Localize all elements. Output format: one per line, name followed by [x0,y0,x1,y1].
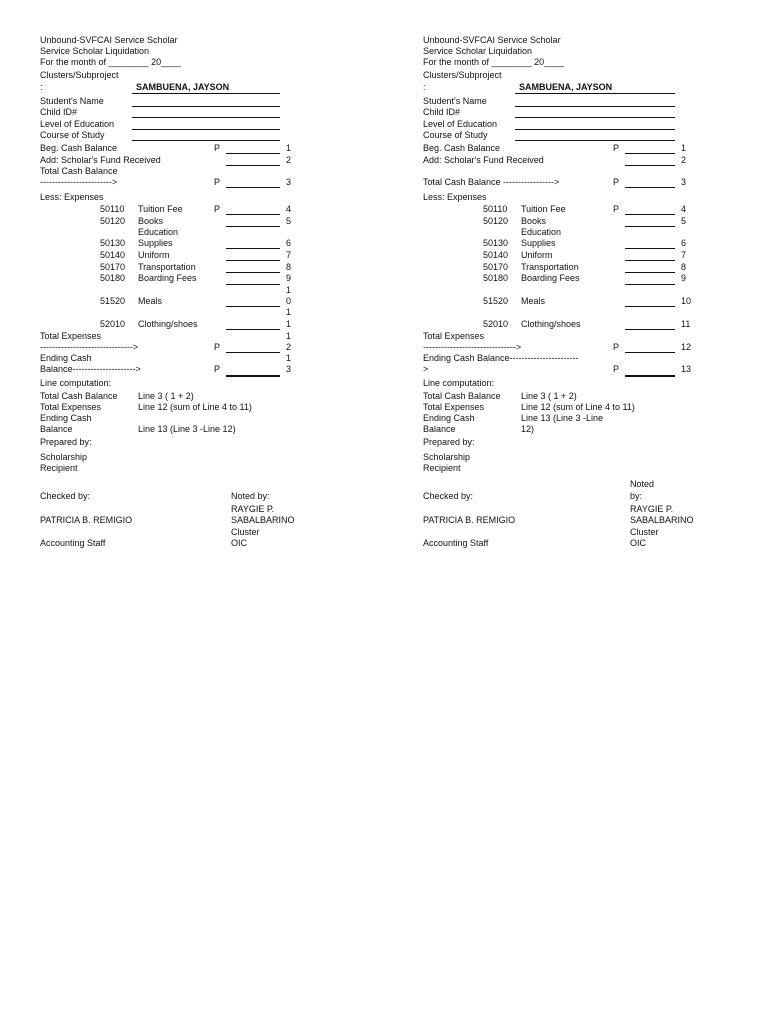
books-field[interactable] [226,226,280,227]
noted-by-label: Noted by: [231,491,270,501]
line-number: 3 [286,177,292,187]
supplies-field[interactable] [625,248,675,249]
expense-code: 50130 [483,238,509,248]
form-subtitle: Service Scholar Liquidation [423,46,533,56]
total-cash-arrow: ------------------------> [40,177,118,187]
line-number: 3 [681,177,687,187]
expense-code: 51520 [100,296,126,306]
peso-sign: P [613,364,620,374]
student-name-field[interactable] [515,106,675,107]
expense-code: 50140 [100,250,126,260]
comp-key: Total Expenses [40,402,102,412]
scholar-name: SAMBUENA, JAYSON [136,82,230,92]
uniform-field[interactable] [226,260,280,261]
line-number: 5 [681,216,687,226]
line-number: 1 [286,353,292,363]
less-expenses-label: Less: Expenses [423,192,487,202]
course-field[interactable] [132,140,280,141]
line-number: 2 [286,342,292,352]
comp-value: Line 3 ( 1 + 2) [138,391,194,401]
line-number: 1 [681,143,687,153]
liquidation-form-right [423,0,723,560]
peso-sign: P [613,143,620,153]
level-label: Level of Education [40,119,115,129]
name-underline [132,93,280,94]
total-expenses-field[interactable] [625,352,675,353]
expense-code: 50110 [483,204,508,214]
clusters-label: Clusters/Subproject [423,70,502,80]
beg-cash-label: Beg. Cash Balance [40,143,118,153]
noted-by-label-cont: by: [630,491,643,501]
line-number: 1 [286,307,292,317]
tuition-field[interactable] [625,214,675,215]
noted-by-title: Cluster [630,527,659,537]
comp-value: Line 12 (sum of Line 4 to 11) [521,402,635,412]
noted-by-name-cont: SABALBARINO [231,515,295,525]
ending-cash-label: Ending Cash Balance----------------------- [423,353,579,363]
expense-code: 50180 [483,273,509,283]
line-number: 5 [286,216,292,226]
total-cash-label: Total Cash Balance -----------------> [423,177,560,187]
expense-name: Books [138,216,164,226]
checked-by-label: Checked by: [40,491,91,501]
child-id-label: Child ID# [40,107,78,117]
total-cash-field[interactable] [625,187,675,188]
student-name-label: Student's Name [423,96,487,106]
line-number: 1 [286,319,292,329]
liquidation-form-left [40,0,340,560]
expense-name: Clothing/shoes [521,319,581,329]
line-number: 13 [681,364,692,374]
form-org-title: Unbound-SVFCAI Service Scholar [40,35,178,45]
line-number: 10 [681,296,692,306]
comp-value: Line 13 (Line 3 -Line 12) [138,424,236,434]
ending-cash-arrow: > [423,364,429,374]
noted-by-name-cont: SABALBARINO [630,515,694,525]
line-number: 7 [681,250,687,260]
expense-name: Transportation [521,262,579,272]
expense-name: Clothing/shoes [138,319,198,329]
expense-code: 52010 [100,319,126,329]
line-number: 3 [286,364,292,374]
expense-code: 50170 [483,262,509,272]
ending-cash-field[interactable] [226,375,280,377]
line-computation-heading: Line computation: [40,378,112,388]
checker-title: Accounting Staff [40,538,106,548]
peso-sign: P [214,364,221,374]
ending-cash-label: Ending Cash [40,353,92,363]
name-underline [515,93,675,94]
expense-code: 50120 [100,216,126,226]
month-label: For the month of ________ 20____ [423,57,565,67]
line-number: 1 [286,143,292,153]
expense-name: Uniform [138,250,170,260]
expense-name: Books [521,216,547,226]
clothing-field[interactable] [226,329,280,330]
meals-field[interactable] [226,306,280,307]
comp-key: Ending Cash [40,413,92,423]
noted-by-title: Cluster [231,527,260,537]
total-cash-field[interactable] [226,187,280,188]
fund-received-field[interactable] [226,165,280,166]
line-number: 1 [286,285,292,295]
expense-name: Meals [521,296,546,306]
transportation-field[interactable] [625,272,675,273]
meals-field[interactable] [625,306,675,307]
expense-name: Transportation [138,262,196,272]
expense-name: Tuition Fee [138,204,183,214]
total-expenses-arrow: -------------------------------> [423,342,522,352]
noted-by-name: RAYGIE P. [630,504,674,514]
expense-name: Uniform [521,250,553,260]
prepared-by-label: Prepared by: [40,437,92,447]
line-number: 4 [681,204,687,214]
comp-value: Line 12 (sum of Line 4 to 11) [138,402,252,412]
transportation-field[interactable] [226,272,280,273]
expense-code: 50170 [100,262,126,272]
recipient-label-cont: Recipient [423,463,461,473]
peso-sign: P [613,342,620,352]
expense-name: Meals [138,296,163,306]
line-number: 8 [681,262,687,272]
peso-sign: P [214,177,221,187]
expense-code: 52010 [483,319,509,329]
course-label: Course of Study [423,130,488,140]
comp-key: Ending Cash [423,413,475,423]
level-field[interactable] [515,129,675,130]
line-computation-heading: Line computation: [423,378,495,388]
peso-sign: P [214,143,221,153]
total-expenses-label: Total Expenses [423,331,485,341]
line-number: 12 [681,342,692,352]
beg-cash-field[interactable] [625,153,675,154]
prepared-by-label: Prepared by: [423,437,475,447]
noted-by-title-cont: OIC [630,538,647,548]
line-number: 6 [286,238,292,248]
comp-value-cont: 12) [521,424,535,434]
line-number: 2 [681,155,687,165]
books-field[interactable] [625,226,675,227]
comp-key: Total Expenses [423,402,485,412]
line-number: 9 [286,273,292,283]
line-number: 8 [286,262,292,272]
recipient-label: Scholarship [40,452,88,462]
line-number: 7 [286,250,292,260]
line-number: 1 [286,331,292,341]
clusters-colon: : [423,82,426,92]
expense-code: 50110 [100,204,125,214]
expense-code: 50180 [100,273,126,283]
ending-cash-field[interactable] [625,375,675,377]
form-subtitle: Service Scholar Liquidation [40,46,150,56]
expense-name: Tuition Fee [521,204,566,214]
tuition-field[interactable] [226,214,280,215]
peso-sign: P [214,342,221,352]
checker-name: PATRICIA B. REMIGIO [423,515,516,525]
checker-title: Accounting Staff [423,538,489,548]
less-expenses-label: Less: Expenses [40,192,104,202]
total-expenses-arrow: -------------------------------> [40,342,139,352]
level-field[interactable] [132,129,280,130]
noted-by-name: RAYGIE P. [231,504,275,514]
beg-cash-label: Beg. Cash Balance [423,143,501,153]
course-field[interactable] [515,140,675,141]
comp-key: Total Cash Balance [423,391,501,401]
noted-by-label: Noted [630,479,655,489]
fund-received-field[interactable] [625,165,675,166]
total-expenses-label: Total Expenses [40,331,102,341]
student-name-label: Student's Name [40,96,104,106]
expense-code: 50130 [100,238,126,248]
add-fund-label: Add: Scholar's Fund Received [40,155,161,165]
expense-name: Supplies [521,238,556,248]
expense-name-cont: Education [138,227,179,237]
level-label: Level of Education [423,119,498,129]
comp-key: Total Cash Balance [40,391,118,401]
line-number: 4 [286,204,292,214]
clusters-label: Clusters/Subproject [40,70,119,80]
noted-by-title-cont: OIC [231,538,248,548]
recipient-label-cont: Recipient [40,463,78,473]
course-label: Course of Study [40,130,105,140]
checked-by-label: Checked by: [423,491,474,501]
expense-code: 51520 [483,296,509,306]
add-fund-label: Add: Scholar's Fund Received [423,155,544,165]
expense-code: 50140 [483,250,509,260]
checker-name: PATRICIA B. REMIGIO [40,515,133,525]
line-number: 6 [681,238,687,248]
comp-value: Line 13 (Line 3 -Line [521,413,604,423]
line-number: 2 [286,155,292,165]
uniform-field[interactable] [625,260,675,261]
boarding-field[interactable] [625,284,675,285]
line-number: 11 [681,319,691,329]
beg-cash-field[interactable] [226,153,280,154]
student-name-field[interactable] [132,106,280,107]
ending-cash-arrow: Balance---------------------> [40,364,141,374]
child-id-field[interactable] [132,117,280,118]
boarding-field[interactable] [226,284,280,285]
peso-sign: P [613,177,620,187]
total-cash-label: Total Cash Balance [40,166,118,176]
clusters-colon: : [40,82,43,92]
supplies-field[interactable] [226,248,280,249]
peso-sign: P [613,204,620,214]
expense-name: Boarding Fees [521,273,580,283]
form-org-title: Unbound-SVFCAI Service Scholar [423,35,561,45]
line-number: 0 [286,296,292,306]
scholar-name: SAMBUENA, JAYSON [519,82,613,92]
expense-name-cont: Education [521,227,562,237]
peso-sign: P [214,204,221,214]
child-id-field[interactable] [515,117,675,118]
expense-code: 50120 [483,216,509,226]
comp-key-cont: Balance [423,424,456,434]
comp-value: Line 3 ( 1 + 2) [521,391,577,401]
month-label: For the month of ________ 20____ [40,57,182,67]
expense-name: Boarding Fees [138,273,197,283]
line-number: 9 [681,273,687,283]
child-id-label: Child ID# [423,107,461,117]
clothing-field[interactable] [625,329,675,330]
recipient-label: Scholarship [423,452,471,462]
total-expenses-field[interactable] [226,352,280,353]
expense-name: Supplies [138,238,173,248]
comp-key-cont: Balance [40,424,73,434]
